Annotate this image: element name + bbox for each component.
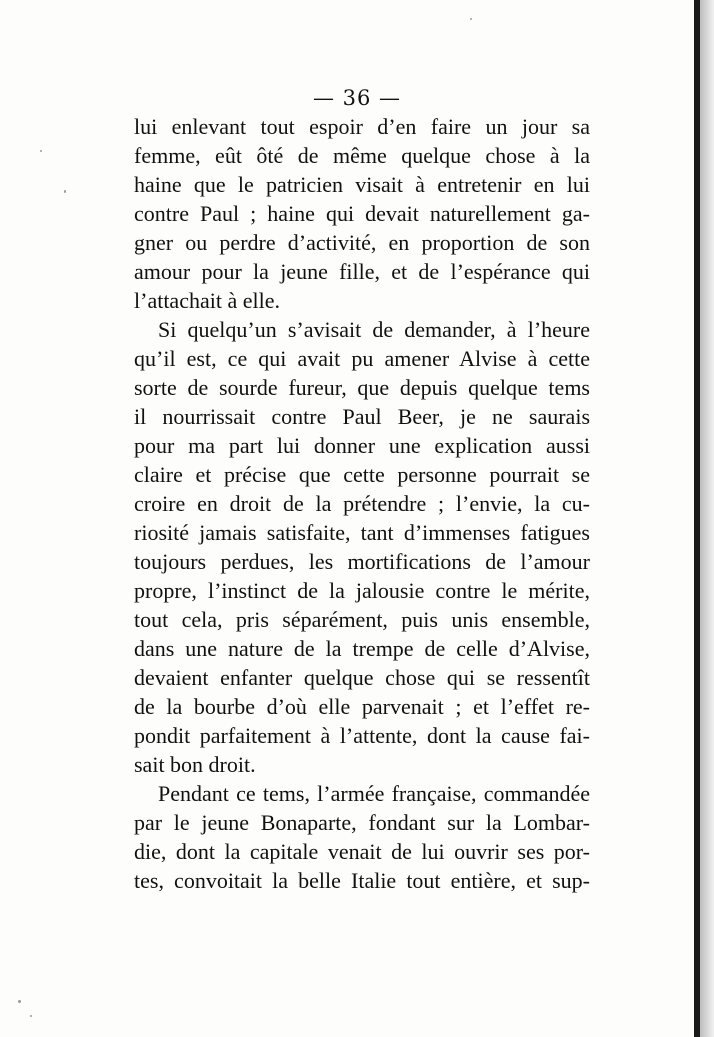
paragraph [134,779,590,895]
text-line: tout cela, pris séparément, puis unis ensemble, [134,607,590,632]
paper-speck [30,1015,32,1017]
text-line: pondit parfaitement à l’attente, dont la cause fai- [134,723,590,748]
text-line: dans une nature de la trempe de celle d’Alvise, [134,636,590,661]
paper-speck [64,190,66,193]
text-line: tes, convoitait la belle Italie tout entière, et sup- [134,868,590,893]
text-line: contre Paul ; haine qui devait naturellement ga- [134,201,590,226]
text-line: Pendant ce tems, l’armée française, commandée [158,781,590,806]
text-line: croire en droit de la prétendre ; l’envie, la cu- [134,491,590,516]
text-line: par le jeune Bonaparte, fondant sur la Lombar- [134,810,590,835]
paragraph [134,315,590,779]
text-line: riosité jamais satisfaite, tant d’immenses fatigues [134,520,590,545]
text-line: l’attachait à elle. [134,288,280,313]
text-line: sorte de sourde fureur, que depuis quelque tems [134,375,590,400]
text-line: propre, l’instinct de la jalousie contre le mérite, [134,578,590,603]
paragraph [134,112,590,315]
page-binding-shadow [700,0,714,1037]
text-line: pour ma part lui donner une explication aussi [134,433,590,458]
paper-speck [40,150,42,152]
text-line: toujours perdues, les mortifications de l’amour [134,549,590,574]
text-line: die, dont la capitale venait de lui ouvrir ses por- [134,839,590,864]
text-line: gner ou perdre d’activité, en proportion de son [134,230,590,255]
text-line: lui enlevant tout espoir d’en faire un jour sa [134,114,590,139]
text-line: haine que le patricien visait à entretenir en lui [134,172,590,197]
text-line: femme, eût ôté de même quelque chose à la [134,143,590,168]
text-line: de la bourbe d’où elle parvenait ; et l’effet re- [134,694,590,719]
page-number: — 36 — [312,86,402,110]
page-body-text [134,112,590,895]
text-line: claire et précise que cette personne pourrait se [134,462,590,487]
text-line: Si quelqu’un s’avisait de demander, à l’heure [158,317,590,342]
paper-speck [470,18,472,20]
text-line: amour pour la jeune fille, et de l’espérance qui [134,259,590,284]
page-binding-edge [694,0,700,1037]
text-line: qu’il est, ce qui avait pu amener Alvise à cette [134,346,590,371]
text-line: il nourrissait contre Paul Beer, je ne saurais [134,404,590,429]
text-line: devaient enfanter quelque chose qui se ressentît [134,665,590,690]
paper-speck [18,1000,21,1003]
text-line: sait bon droit. [134,752,256,777]
